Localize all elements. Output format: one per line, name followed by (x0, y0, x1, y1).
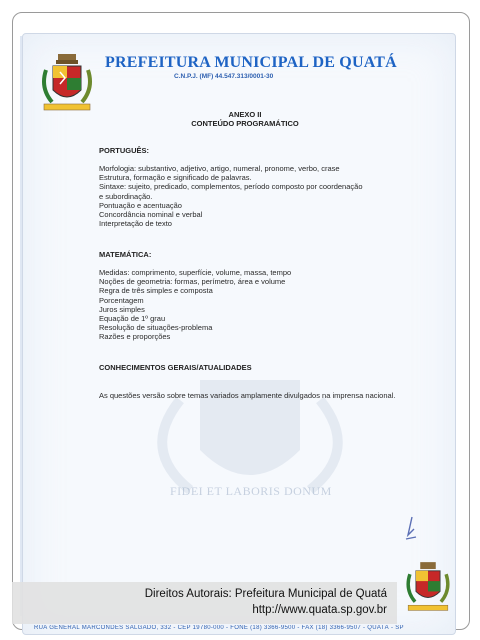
copyright-text: Direitos Autorais: Prefeitura Municipal de Quatá (144, 588, 387, 600)
list-item: Morfologia: substantivo, adjetivo, artigo, numeral, pronome, verbo, crase (99, 164, 340, 173)
list-item: Equação de 1º grau (99, 314, 166, 324)
section-list-matematica (99, 268, 291, 342)
list-item: Estrutura, formação e significado de palavras. (99, 173, 252, 183)
list-item: Porcentagem (99, 295, 144, 305)
header-cnpj: C.N.P.J. (MF) 44.547.313/0001-30 (174, 73, 274, 80)
annex-heading (160, 110, 330, 128)
footer-address: RUA GENERAL MARCONDES SALGADO, 332 - CEP 19780-000 - FONE (18) 3366-9500 - FAX (18) 3366-9507 - QUATÁ - SP (34, 625, 404, 631)
list-item: Razões e proporções (99, 332, 171, 342)
annex-number: ANEXO II (228, 110, 262, 119)
list-item: Medidas: comprimento, superfície, volume, massa, tempo (99, 268, 292, 277)
municipal-crest-small-icon (403, 560, 453, 616)
section-text-gerais: As questões versão sobre temas variados amplamente divulgados na imprensa nacional. (99, 391, 396, 400)
website-link[interactable]: http://www.quata.sp.gov.br (252, 604, 387, 616)
annex-title: CONTEÚDO PROGRAMÁTICO (191, 119, 299, 128)
list-item: Noções de geometria: formas, perímetro, área e volume (99, 277, 286, 287)
list-item: Juros simples (99, 304, 145, 314)
watermark-motto: FIDEI ET LABORIS DONUM (170, 484, 332, 498)
section-heading-matematica: MATEMÁTICA: (99, 250, 152, 259)
list-item: Sintaxe: sujeito, predicado, complementos, período composto por coordenação (99, 182, 363, 192)
list-item: Pontuação e acentuação (99, 200, 182, 210)
list-item: Concordância nominal e verbal (99, 210, 203, 220)
sheet-edge (20, 36, 22, 616)
list-item: Resolução de situações-problema (99, 323, 213, 333)
copyright-banner (12, 582, 397, 624)
section-list-portugues (99, 164, 363, 228)
section-heading-gerais: CONHECIMENTOS GERAIS/ATUALIDADES (99, 363, 252, 372)
list-item: Regra de três simples e composta (99, 286, 213, 296)
list-item: Interpretação de texto (99, 219, 172, 229)
list-item: e subordinação. (99, 191, 153, 201)
signature-mark (402, 515, 418, 543)
municipal-crest-icon (38, 52, 96, 116)
section-heading-portugues: PORTUGUÊS: (99, 146, 150, 155)
header-title: PREFEITURA MUNICIPAL DE QUATÁ (105, 54, 397, 71)
